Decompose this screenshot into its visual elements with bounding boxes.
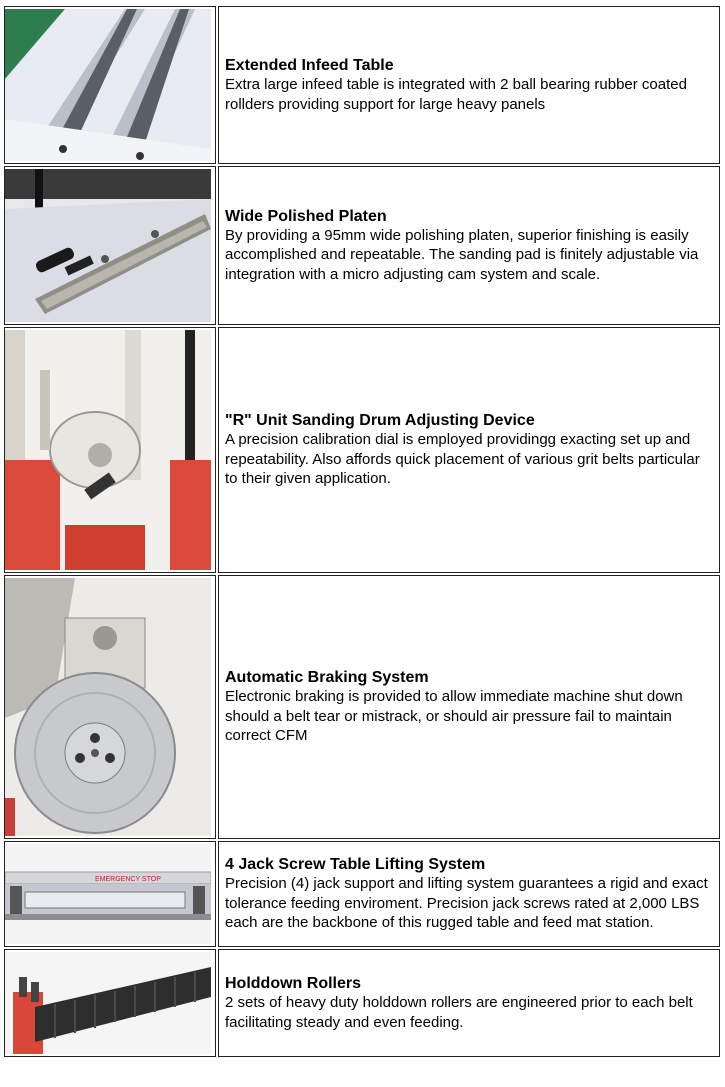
infeed-table-photo [5, 9, 211, 161]
drum-adjusting-photo [5, 330, 211, 570]
feature-text-cell [218, 841, 720, 947]
holddown-rollers-photo [5, 952, 211, 1054]
feature-description: By providing a 95mm wide polishing platen, superior finishing is easily accomplished and repeatable. The sanding pad is finitely adjustable via integration with a micro adjusting cam system and scale. [225, 226, 699, 283]
feature-sheet [2, 4, 722, 1059]
emergency-stop-label: EMERGENCY STOP [95, 876, 161, 883]
feature-image-cell [4, 841, 216, 947]
feature-description: 2 sets of heavy duty holddown rollers are engineered prior to each belt facilitating steady and even feeding. [225, 994, 693, 1031]
feature-image-cell [4, 6, 216, 164]
feature-row-braking-system [4, 575, 720, 839]
feature-description: A precision calibration dial is employed providingg exacting set up and repeatability. Also affords quick placement of various grit belts particular to their given application. [225, 431, 700, 488]
feature-title: 4 Jack Screw Table Lifting System [225, 856, 486, 874]
feature-description: Electronic braking is provided to allow immediate machine shut down should a belt tear or mistrack, or should air pressure fail to maintain correct CFM [225, 688, 683, 745]
feature-row-infeed-table [4, 6, 720, 164]
feature-description: Precision (4) jack support and lifting system guarantees a rigid and exact tolerance feeding enviroment. Precision jack screws rated at 2,000 LBS each are the backbone of this rugged table and feed mat station. [225, 875, 708, 932]
feature-title: Holddown Rollers [225, 975, 361, 992]
feature-row-holddown-rollers [4, 949, 720, 1057]
feature-image-cell [4, 327, 216, 573]
feature-text-cell [218, 327, 720, 573]
feature-image-cell [4, 575, 216, 839]
feature-title: "R" Unit Sanding Drum Adjusting Device [225, 412, 535, 430]
feature-description: Extra large infeed table is integrated with 2 ball bearing rubber coated rollders providing support for large heavy panels [225, 76, 687, 113]
feature-text-cell [218, 6, 720, 164]
feature-text-cell [218, 166, 720, 325]
feature-title: Automatic Braking System [225, 669, 429, 687]
feature-row-polished-platen [4, 166, 720, 325]
feature-row-jack-screw [4, 841, 720, 947]
feature-text-cell [218, 949, 720, 1057]
feature-image-cell [4, 949, 216, 1057]
braking-system-photo [5, 578, 211, 836]
feature-row-drum-adjusting [4, 327, 720, 573]
jack-screw-photo [5, 844, 211, 944]
feature-image-cell [4, 166, 216, 325]
feature-table [2, 4, 722, 1059]
feature-text-cell [218, 575, 720, 839]
feature-title: Extended Infeed Table [225, 57, 394, 74]
feature-title: Wide Polished Platen [225, 207, 387, 225]
polished-platen-photo [5, 169, 211, 322]
